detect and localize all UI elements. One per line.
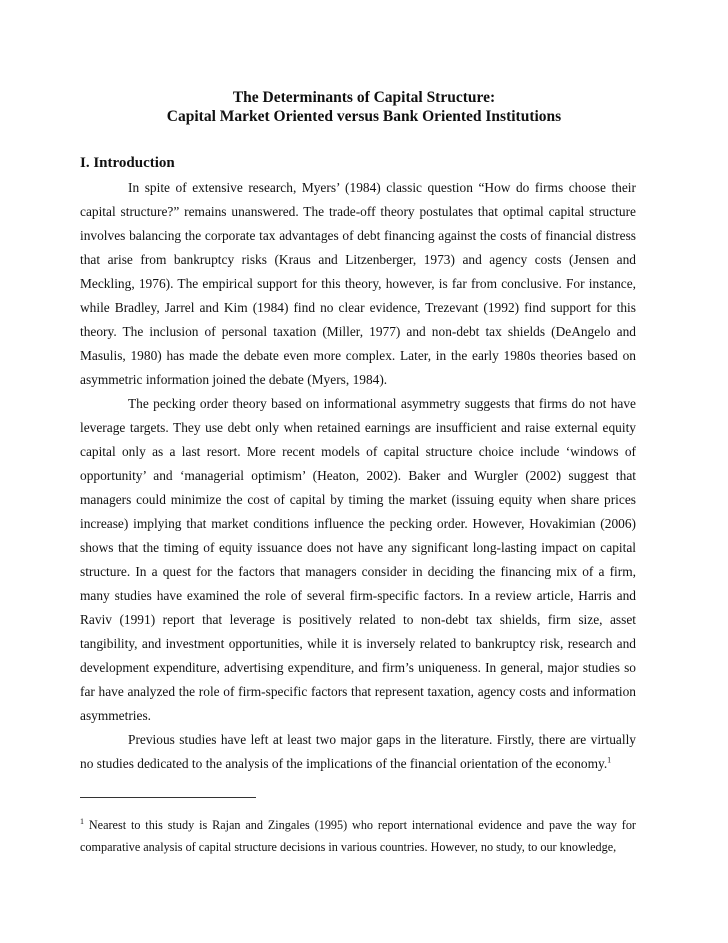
body-text bbox=[80, 173, 636, 776]
paper-title-line-1: The Determinants of Capital Structure: bbox=[232, 89, 496, 106]
footnote-text: Nearest to this study is Rajan and Zingales (1995) who report international evidence and pave the way for comparative analysis of capital structure decisions in various countries. However, no study, to our knowledge, bbox=[80, 818, 636, 854]
paragraph-3-text: Previous studies have left at least two major gaps in the literature. Firstly, there are virtually no studies dedicated to the analysis of the implications of the financial orientation of the economy. bbox=[80, 732, 636, 771]
paper-title-line-2: Capital Market Oriented versus Bank Oriented Institutions bbox=[166, 108, 562, 125]
section-heading: I. Introduction bbox=[80, 155, 175, 171]
paragraph-1: In spite of extensive research, Myers’ (1984) classic question “How do firms choose their capital structure?” remains unanswered. The trade-off theory postulates that optimal capital structure involves balancing the corporate tax advantages of debt financing against the costs of financial distress that arise from bankruptcy risks (Kraus and Litzenberger, 1973) and agency costs (Jensen and Meckling, 1976). The empirical support for this theory, however, is far from conclusive. For instance, while Bradley, Jarrel and Kim (1984) find no clear evidence, Trezevant (1992) find support for this theory. The inclusion of personal taxation (Miller, 1977) and non-debt tax shields (DeAngelo and Masulis, 1980) has made the debate even more complex. Later, in the early 1980s theories based on asymmetric information joined the debate (Myers, 1984). bbox=[80, 180, 636, 387]
footnote-separator bbox=[80, 797, 256, 798]
paragraph-3 bbox=[80, 728, 636, 776]
footnote-reference: 1 bbox=[607, 755, 612, 765]
footnote-marker: 1 bbox=[80, 816, 84, 826]
paragraph-2: The pecking order theory based on informational asymmetry suggests that firms do not have leverage targets. They use debt only when retained earnings are insufficient and raise external equity capital only as a last resort. More recent models of capital structure choice include ‘windows of opportunity’ and ‘managerial optimism’ (Heaton, 2002). Baker and Wurgler (2002) suggest that managers could minimize the cost of capital by timing the market (issuing equity when share prices increase) implying that market conditions influence the pecking order. However, Hovakimian (2006) shows that the timing of equity issuance does not have any significant long-lasting impact on capital structure. In a quest for the factors that managers consider in deciding the financing mix of a firm, many studies have examined the role of several firm-specific factors. In a review article, Harris and Raviv (1991) report that leverage is positively related to non-debt tax shields, firm size, asset tangibility, and investment opportunities, while it is inversely related to bankruptcy risk, research and development expenditure, advertising expenditure, and firm’s uniqueness. In general, major studies so far have analyzed the role of firm-specific factors that represent taxation, agency costs and information asymmetries. bbox=[80, 396, 636, 723]
footnote bbox=[80, 814, 636, 858]
